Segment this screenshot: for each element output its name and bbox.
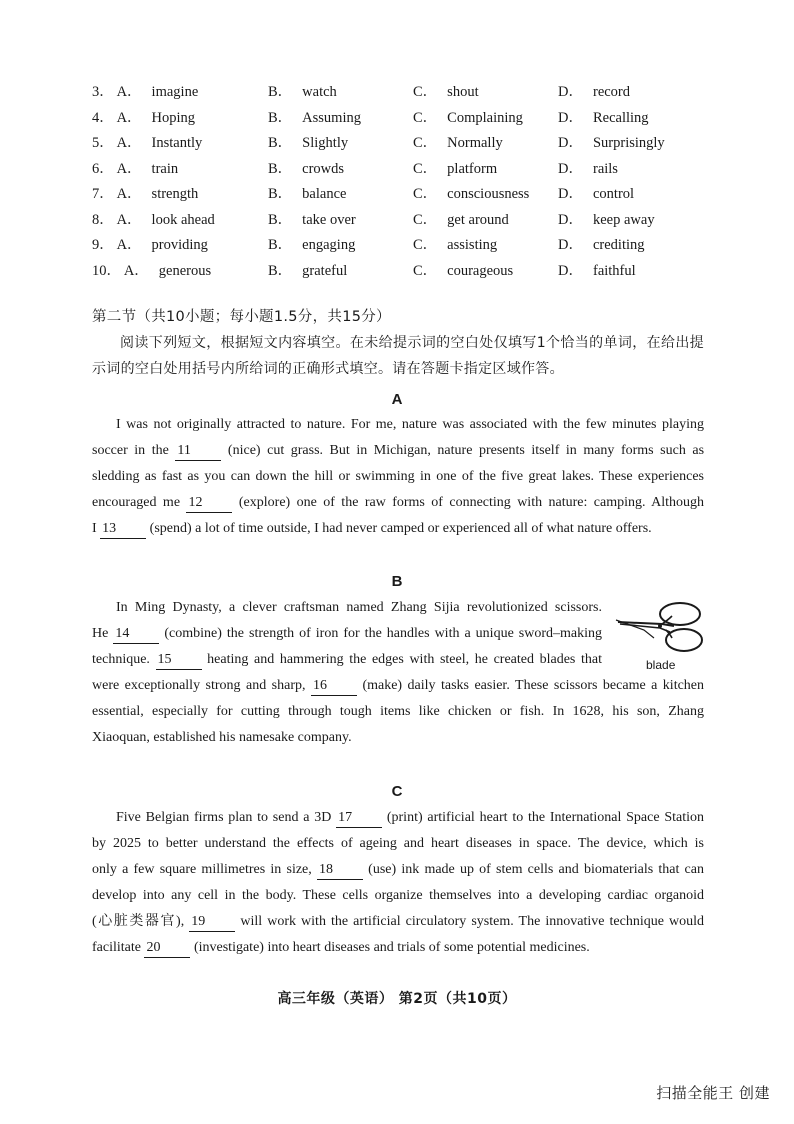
option-letter: C．	[413, 211, 438, 228]
option-text: shout	[447, 84, 479, 100]
option-d[interactable]	[558, 182, 634, 203]
passage-b-line-5: essential, especially for cutting through tough items like chicken or fish. In 1628, his son, Zhang	[92, 704, 704, 719]
option-d[interactable]	[558, 208, 655, 229]
option-letter: B．	[268, 186, 293, 202]
blade-label: blade	[646, 658, 676, 672]
blank-15[interactable]: 15	[156, 651, 202, 670]
option-letter: 8． A．	[92, 211, 142, 228]
passage-c-line-4: develop into any cell in the body. These cells organize themselves into a developing cardiac organoid	[92, 888, 704, 903]
option-letter: 7． A．	[92, 186, 142, 202]
passage-b-heading: B	[391, 573, 403, 590]
option-d[interactable]	[558, 157, 618, 178]
passage-b-line-1: In Ming Dynasty, a clever craftsman named Zhang Sijia revolutionized scissors.	[116, 600, 602, 615]
option-text: control	[592, 186, 635, 202]
option-letter: B．	[268, 84, 293, 100]
passage-a-line-3: sledding as fast as you can down the hill or swimming in one of the five great lakes. These experiences	[92, 469, 704, 484]
option-letter: 6． A．	[92, 160, 142, 177]
blank-17[interactable]: 17	[336, 809, 382, 828]
option-text: crowds	[302, 160, 345, 177]
option-letter: B．	[268, 135, 293, 151]
passage-b-line-2: He 14 (combine) the strength of iron for the handles with a unique sword–making	[92, 621, 602, 647]
option-letter: C．	[413, 160, 438, 177]
option-text: Slightly	[302, 135, 349, 151]
passage-c-line-3: only a few square millimetres in size, 18 (use) ink made up of stem cells and biomaterials that can	[92, 857, 704, 883]
option-text: Normally	[447, 135, 503, 151]
passage-b-line-3: technique. 15 heating and hammering the edges with steel, he created blades that	[92, 647, 602, 673]
option-text: consciousness	[447, 186, 530, 202]
option-a[interactable]	[92, 131, 202, 152]
option-d[interactable]	[558, 80, 630, 101]
section-title: 第二节（共10小题；每小题1.5分，共15分）	[92, 309, 391, 325]
passage-a-line-2: soccer in the 11 (nice) cut grass. But in Michigan, nature presents itself in many forms such as	[92, 438, 704, 464]
blank-16[interactable]: 16	[311, 677, 357, 696]
blank-20[interactable]: 20	[144, 939, 190, 958]
option-d[interactable]	[558, 233, 645, 254]
passage-a-heading: A	[391, 391, 403, 408]
option-letter: 10． A．	[92, 262, 149, 279]
option-letter: C．	[413, 237, 438, 253]
blank-12[interactable]: 12	[186, 494, 232, 513]
scissors-illustration	[614, 598, 706, 660]
option-text: faithful	[592, 262, 636, 279]
option-a[interactable]	[92, 157, 178, 178]
option-text: crediting	[592, 237, 645, 253]
option-letter: 4． A．	[92, 109, 142, 126]
option-a[interactable]	[92, 259, 211, 280]
option-text: assisting	[447, 237, 498, 253]
passage-a-line-5: I 13 (spend) a lot of time outside, I had never camped or experienced all of what nature offers.	[92, 516, 704, 542]
option-b[interactable]	[268, 131, 348, 152]
option-text: record	[592, 84, 631, 100]
scanner-watermark: 扫描全能王 创建	[656, 1084, 770, 1102]
option-a[interactable]	[92, 80, 198, 101]
option-letter: D．	[558, 262, 583, 279]
option-letter: C．	[413, 262, 438, 279]
option-text: platform	[447, 160, 498, 177]
option-b[interactable]	[268, 80, 337, 101]
option-a[interactable]	[92, 182, 198, 203]
option-a[interactable]	[92, 233, 208, 254]
option-d[interactable]	[558, 259, 636, 280]
option-c[interactable]	[413, 259, 513, 280]
option-letter: D．	[558, 109, 583, 126]
option-letter: 9． A．	[92, 237, 142, 253]
option-b[interactable]	[268, 106, 361, 127]
option-text: Complaining	[447, 109, 523, 126]
option-c[interactable]	[413, 208, 509, 229]
option-letter: C．	[413, 84, 438, 100]
option-letter: C．	[413, 186, 438, 202]
passage-c	[92, 805, 704, 961]
option-letter: C．	[413, 109, 438, 126]
option-d[interactable]	[558, 131, 665, 152]
option-d[interactable]	[558, 106, 649, 127]
blank-13[interactable]: 13	[100, 520, 146, 539]
option-c[interactable]	[413, 131, 503, 152]
option-text: get around	[447, 211, 509, 228]
option-text: courageous	[447, 262, 514, 279]
passage-a	[92, 412, 704, 542]
option-c[interactable]	[413, 157, 497, 178]
option-text: grateful	[302, 262, 348, 279]
option-text: Surprisingly	[592, 135, 665, 151]
option-letter: C．	[413, 135, 438, 151]
option-letter: B．	[268, 109, 293, 126]
passage-c-line-6: facilitate 20 (investigate) into heart diseases and trials of some potential medicines.	[92, 935, 704, 961]
option-text: take over	[302, 211, 356, 228]
option-text: look ahead	[151, 211, 215, 228]
passage-c-line-1: Five Belgian firms plan to send a 3D 17 (print) artificial heart to the International Space Station	[92, 805, 704, 831]
option-letter: B．	[268, 262, 293, 279]
option-letter: D．	[558, 160, 583, 177]
option-text: Hoping	[151, 109, 196, 126]
option-letter: B．	[268, 237, 293, 253]
option-a[interactable]	[92, 208, 215, 229]
passage-b-line-6: Xiaoquan, established his namesake company.	[92, 730, 352, 745]
option-text: train	[151, 160, 179, 177]
option-text: balance	[302, 186, 347, 202]
option-c[interactable]	[413, 182, 529, 203]
option-letter: D．	[558, 84, 583, 100]
passage-c-line-2: by 2025 to better understand the effects of ageing and heart diseases in space. The device, which is	[92, 836, 704, 851]
option-c[interactable]	[413, 233, 497, 254]
option-c[interactable]	[413, 106, 523, 127]
option-b[interactable]	[268, 182, 346, 203]
option-text: Instantly	[151, 135, 203, 151]
option-c[interactable]	[413, 80, 479, 101]
option-b[interactable]	[268, 259, 347, 280]
option-text: keep away	[592, 211, 655, 228]
option-a[interactable]	[92, 106, 195, 127]
option-text: rails	[592, 160, 618, 177]
option-b[interactable]	[268, 208, 356, 229]
blank-18[interactable]: 18	[317, 861, 363, 880]
option-letter: D．	[558, 237, 583, 253]
option-letter: 3． A．	[92, 84, 142, 100]
option-text: generous	[158, 262, 212, 279]
option-b[interactable]	[268, 233, 355, 254]
passage-c-line-5: (心脏类器官), 19 will work with the artificial circulatory system. The innovative technique would	[92, 909, 704, 935]
page-footer: 高三年级（英语） 第2页（共10页）	[277, 991, 517, 1007]
option-text: providing	[151, 237, 208, 253]
blank-19[interactable]: 19	[189, 913, 235, 932]
passage-b	[92, 595, 704, 751]
option-text: watch	[302, 84, 337, 100]
option-text: strength	[151, 186, 199, 202]
passage-a-line-1: I was not originally attracted to nature. For me, nature was associated with the few minutes playing	[116, 417, 704, 432]
option-letter: D．	[558, 186, 583, 202]
option-letter: B．	[268, 211, 293, 228]
blank-14[interactable]: 14	[113, 625, 159, 644]
option-text: imagine	[151, 84, 199, 100]
option-text: Recalling	[592, 109, 649, 126]
option-text: Assuming	[302, 109, 361, 126]
option-b[interactable]	[268, 157, 344, 178]
passage-b-line-4: were exceptionally strong and sharp, 16 (make) daily tasks easier. These scissors became a kitchen	[92, 673, 704, 699]
section-instruction: 阅读下列短文，根据短文内容填空。在未给提示词的空白处仅填写1个恰当的单词，在给出提示词的空白处用括号内所给词的正确形式填空。请在答题卡指定区域作答。	[92, 335, 704, 377]
blank-11[interactable]: 11	[175, 442, 221, 461]
passage-a-line-4: encouraged me 12 (explore) one of the raw forms of connecting with nature: camping. Although	[92, 490, 704, 516]
option-letter: D．	[558, 135, 583, 151]
option-letter: D．	[558, 211, 583, 228]
passage-c-heading: C	[391, 783, 403, 800]
option-text: engaging	[302, 237, 356, 253]
option-letter: B．	[268, 160, 293, 177]
option-letter: 5． A．	[92, 135, 142, 151]
